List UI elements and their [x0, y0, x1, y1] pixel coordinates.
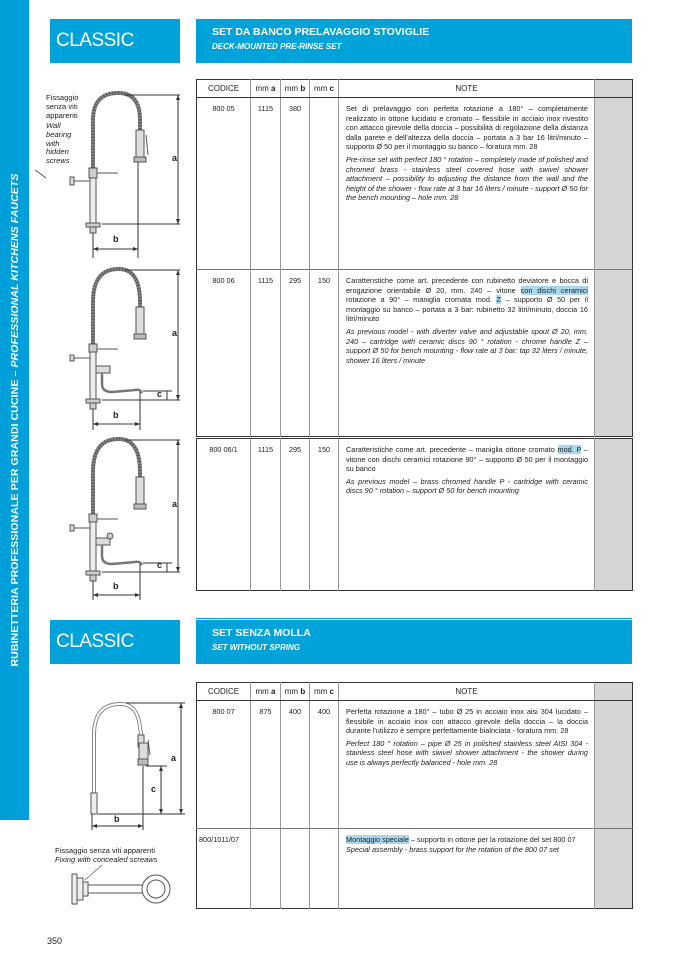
brand-label: CLASSIC: [56, 631, 134, 652]
header-note: NOTE: [339, 683, 595, 701]
cell-b: 400: [281, 701, 310, 829]
divider: [196, 618, 632, 619]
side-text-it: RUBINETTERIA PROFESSIONALE PER GRANDI CUCINE: [9, 379, 21, 667]
note-en: Pre-rinse set with perfect 180 ° rotation – completely made of polished and chromed brass - stainless steel covered hose with swivel shower attachment – possibility to adjusting the distance from the wall and the height of the shower - flow rate at 3 bar 16 liters / minute - support Ø 50 for the bench mounting – hole mm. 28: [346, 154, 588, 203]
cell-a: 1115: [251, 98, 281, 270]
dim-label-b: b: [113, 410, 119, 420]
dim-label-a: a: [172, 153, 178, 163]
table-header-row: [197, 80, 633, 98]
side-text-separator: –: [9, 370, 21, 377]
spec-table: [196, 79, 633, 437]
cell-c: 400: [310, 701, 339, 829]
dim-label-c: c: [157, 560, 163, 570]
table-row: [197, 439, 633, 591]
note-en: Special assembly - brass support for the rotation of the 800 07 set: [346, 844, 559, 854]
faucet-drawing-800-06: [30, 262, 190, 432]
dim-label-c: c: [157, 389, 163, 399]
note-it: Caratteristiche come art. precedente – maniglia ottone cromato mod. P – vitone con dischi ceramici rotazione 90° – supporto Ø 50 per il montaggio su banco: [346, 445, 588, 474]
faucet-drawing-800-05: [30, 80, 190, 260]
drawing-label-en: Fixing with concealed screaws: [55, 855, 158, 864]
section-title-box: [196, 19, 632, 63]
cell-b: 295: [281, 270, 310, 437]
note-en: As previous model – brass chromed handle P - cartridge with ceramic discs 90 ° rotation – support Ø 50 for bench mounting: [346, 476, 588, 496]
cell-b: 295: [281, 439, 310, 591]
header-code: CODICE: [197, 80, 251, 98]
cell-note: [339, 439, 595, 591]
cell-gray: [595, 98, 633, 270]
side-band-text: [9, 173, 21, 666]
section-title-box: [196, 620, 632, 664]
dim-label-b: b: [113, 234, 119, 244]
table-row: [197, 270, 633, 437]
note-it: Montaggio speciale – supporto in ottone per la rotazione del set 800 07: [346, 835, 576, 844]
cell-gray: [595, 270, 633, 437]
header-gray: [595, 80, 633, 98]
cell-code: 800 07: [197, 701, 251, 829]
cell-b: 380: [281, 98, 310, 270]
dim-label-b: b: [114, 814, 120, 824]
header-note: NOTE: [339, 80, 595, 98]
header-mm-a: mm a: [251, 80, 281, 98]
header-code: CODICE: [197, 683, 251, 701]
header-mm-b: mm b: [281, 80, 310, 98]
header-mm-b: mm b: [281, 683, 310, 701]
dim-label-b: b: [113, 581, 119, 591]
note-it: Perfetta rotazione a 180° – tubo Ø 25 in acciaio inox aisi 304 lucidato – flessibile in acciaio inox con attacco girevole della doccia – la doccia durante l'utilizzo è sempre perfettamente bialnciata - foratura mm. 28: [346, 707, 588, 736]
highlight: mod. P: [557, 445, 582, 454]
cell-note: [339, 98, 595, 270]
spec-table: [196, 682, 633, 909]
header-mm-c: mm c: [310, 80, 339, 98]
section-title: SET DA BANCO PRELAVAGGIO STOVIGLIE: [212, 26, 430, 38]
note-it: Set di prelavaggio con perfetta rotazione a 180° – completamente realizzato in ottone lucidato e cromato – flessibile in acciaio inox rivestito con attacco girevole della doccia – possibilità di regolazione della distanza dalla parete e dell'altezza della doccia – portata a 3 bar 16 litri/minuto – supporto Ø 50 per il montaggio su banco – foratura mm. 28: [346, 104, 588, 152]
cell-gray: [595, 829, 633, 909]
header-gray: [595, 683, 633, 701]
header-mm-a: mm a: [251, 683, 281, 701]
dim-label-a: a: [172, 499, 178, 509]
dim-label-a: a: [171, 753, 177, 763]
note-it: Caratteristiche come art. precedente con rubinetto deviatore e bocca di erogazione orientabile Ø 20, mm. 240 – vitone con dischi ceramici rotazione a 90° – maniglia cromata mod. Z – supporto Ø 50 per il montaggio su banco – portata a 3 bar: rubinetto 32 litri/minuto, doccia 16 litri/minuto: [346, 276, 589, 324]
dim-label-c: c: [151, 784, 157, 794]
cell-code: 800 06: [197, 270, 251, 437]
cell-b: [281, 829, 310, 909]
brand-label: CLASSIC: [56, 30, 134, 51]
cell-code: 800 06/1: [197, 439, 251, 591]
cell-c: [310, 829, 339, 909]
note-en: Perfect 180 ° rotation – pipe Ø 25 in polished stainless steel AISI 304 - stainless steel hose with swivel shower attachment - the shower during use is always perfectly balanced - hole mm. 28: [346, 738, 588, 767]
cell-code: 800/1011/07: [197, 829, 251, 909]
section-subtitle: DECK-MOUNTED PRE-RINSE SET: [212, 42, 342, 51]
brand-box: [50, 620, 180, 664]
cell-note: [339, 701, 595, 829]
drawing-label-it: Fissaggio senza viti apparenti: [46, 93, 79, 120]
cell-a: [251, 829, 281, 909]
header-mm-c: mm c: [310, 683, 339, 701]
section-subtitle: SET WITHOUT SPRING: [212, 643, 300, 652]
side-band: [0, 0, 29, 820]
table-header-row: [197, 683, 633, 701]
drawing-label-it: Fissaggio senza viti apparenti: [55, 846, 156, 855]
cell-c: [310, 98, 339, 270]
table-row: [197, 98, 633, 270]
cell-note: [339, 270, 595, 437]
spec-table: [196, 438, 633, 591]
cell-a: 1115: [251, 270, 281, 437]
drawing-label-en: Wall bearing with hidden screws: [46, 121, 72, 166]
brand-box: [50, 19, 180, 63]
cell-gray: [595, 439, 633, 591]
side-text-en: PROFESSIONAL KITCHENS FAUCETS: [9, 173, 21, 368]
highlight: Z: [496, 295, 501, 305]
cell-note: [339, 829, 595, 909]
cell-c: 150: [310, 270, 339, 437]
faucet-drawing-800-07: [30, 680, 195, 930]
dim-label-a: a: [172, 328, 178, 338]
section-title: SET SENZA MOLLA: [212, 627, 311, 639]
cell-gray: [595, 701, 633, 829]
table-row: [197, 829, 633, 909]
cell-a: 875: [251, 701, 281, 829]
highlight: Montaggio speciale: [346, 835, 409, 844]
faucet-drawing-800-06-1: [30, 432, 190, 602]
page-number: 350: [47, 936, 63, 946]
highlight: con dischi ceramici: [520, 285, 589, 295]
cell-a: 1115: [251, 439, 281, 591]
table-row: [197, 701, 633, 829]
note-en: As previous model - with diverter valve and adjustable spout Ø 20, mm. 240 – cartridge with ceramic discs 90 ° rotation - chrome handle Z – support Ø 50 for bench mounting - flow rate at 3 bar: tap 32 liters / minute, shower 16 liters / minute: [346, 326, 588, 365]
cell-c: 150: [310, 439, 339, 591]
cell-code: 800 05: [197, 98, 251, 270]
